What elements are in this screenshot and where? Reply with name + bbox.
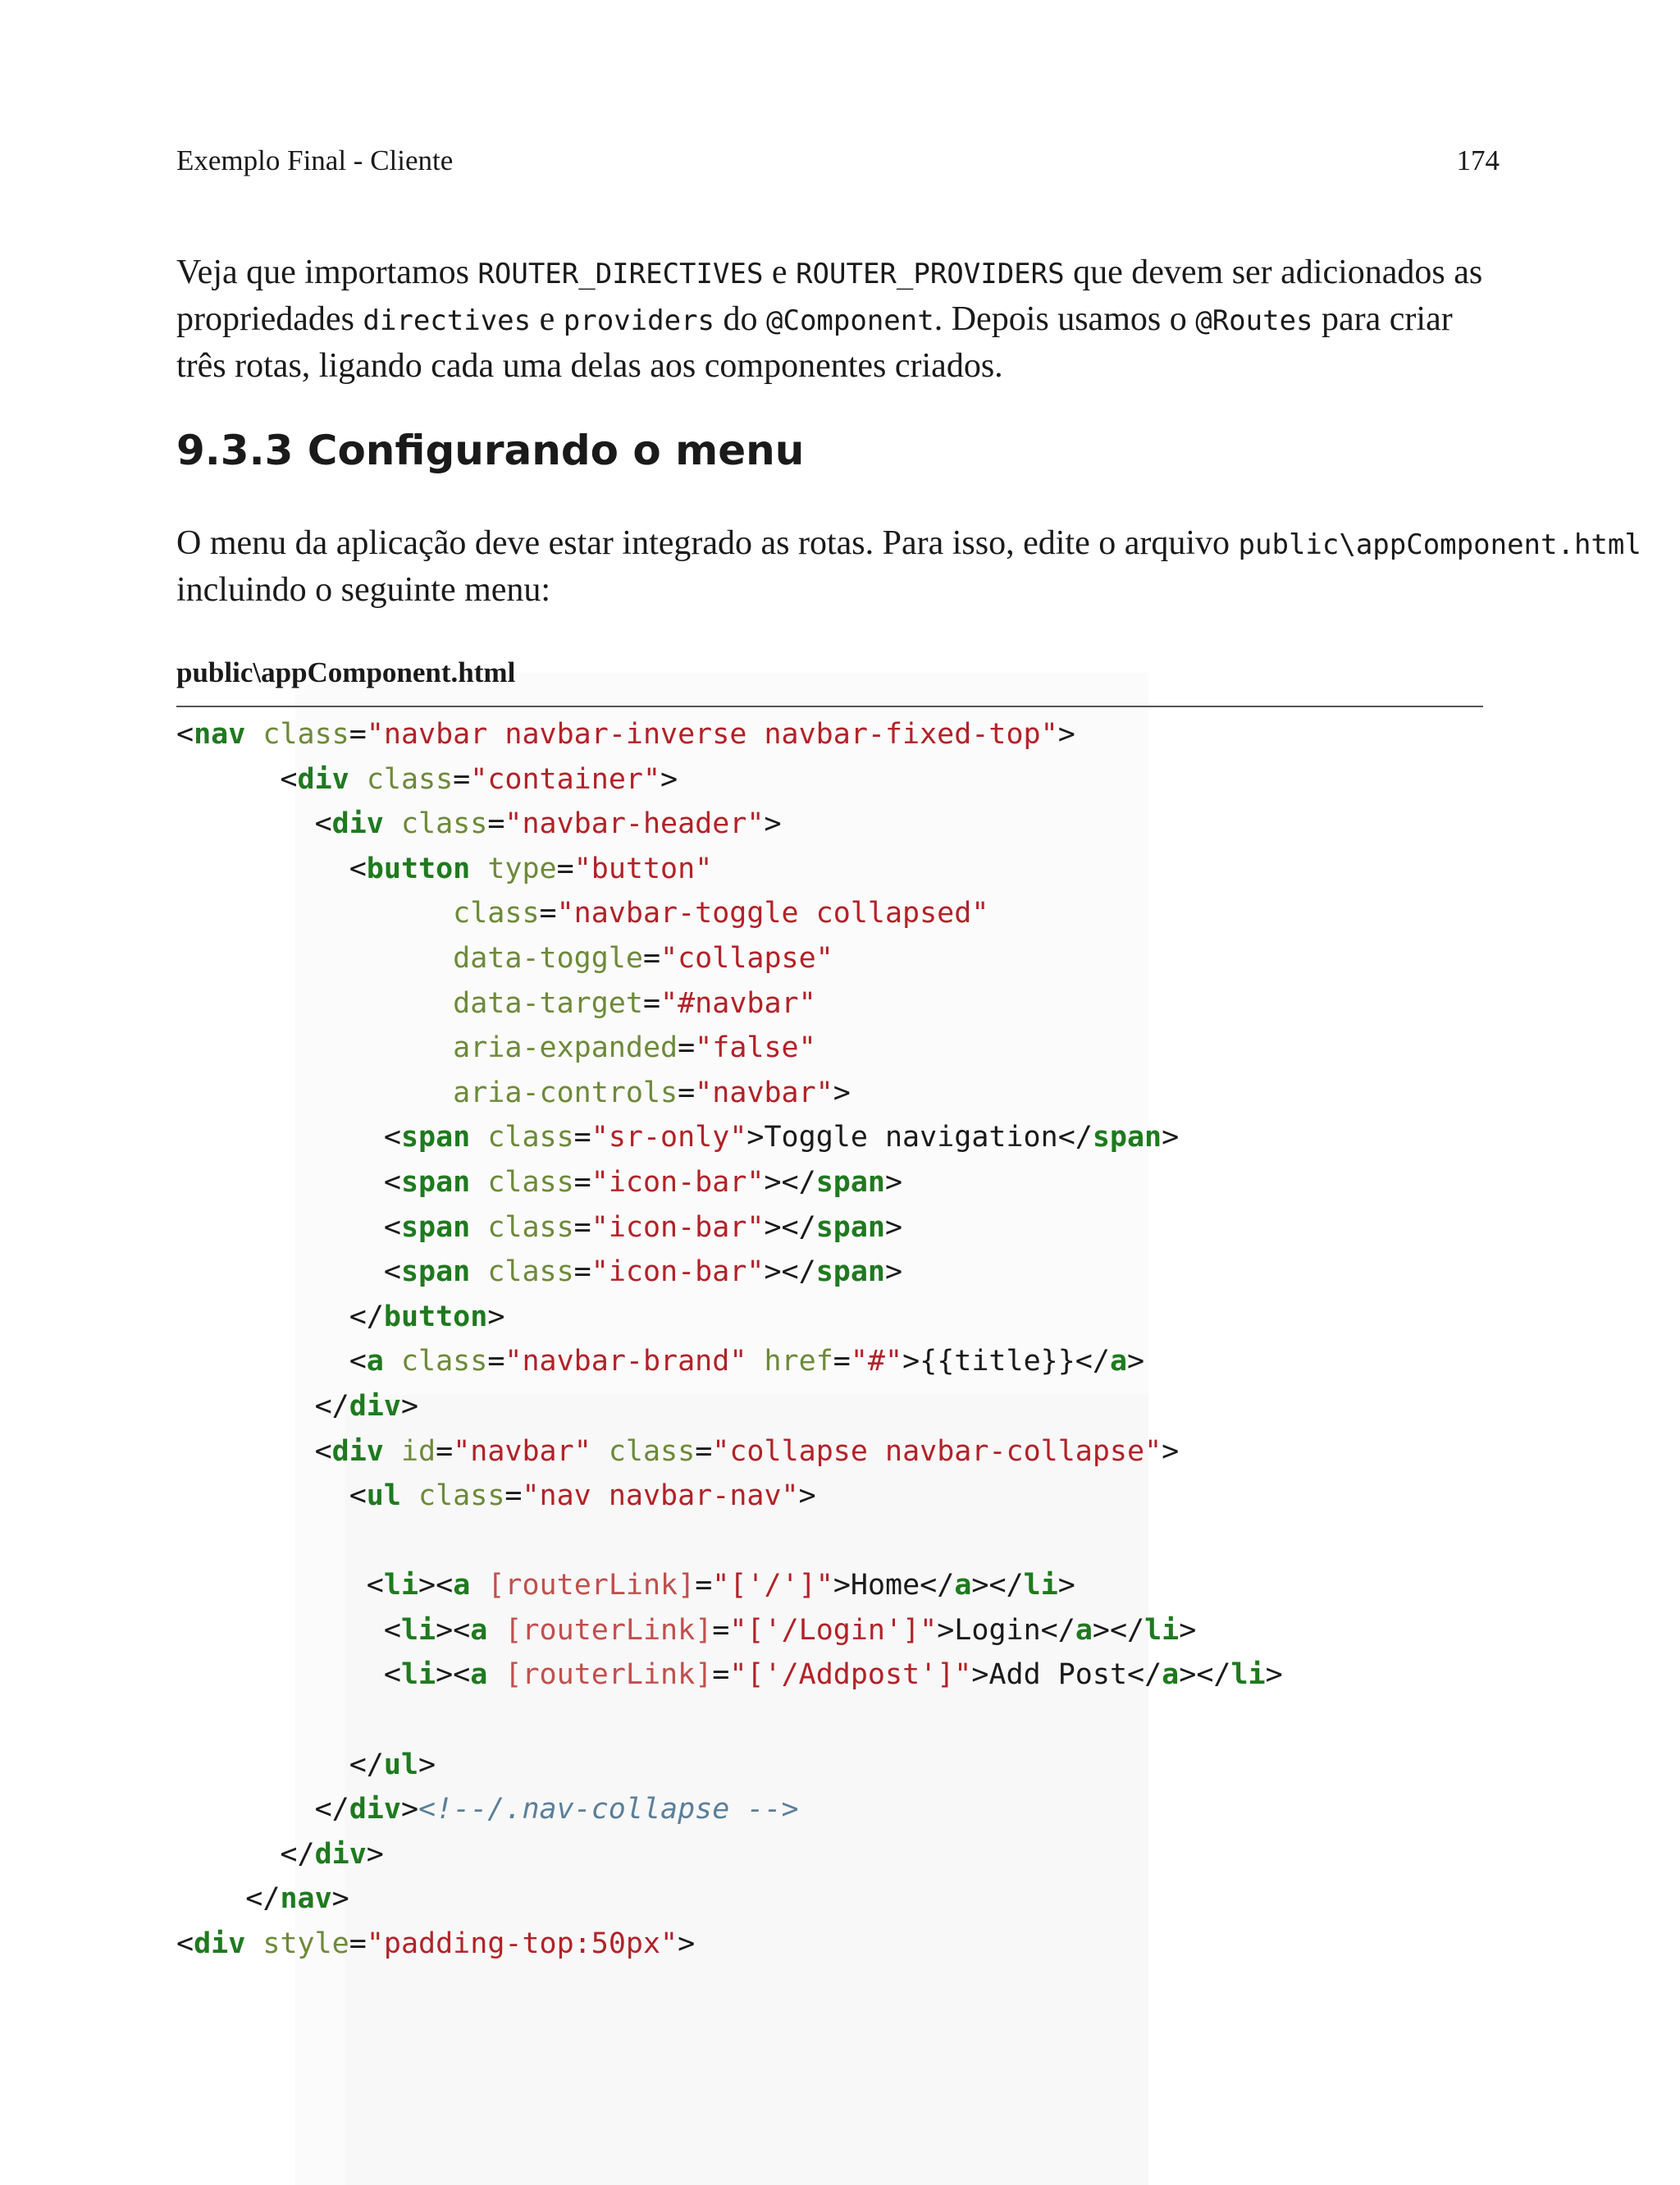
code-token: > (400, 1793, 419, 1826)
code-token: "['/Login']" (729, 1613, 938, 1647)
code-token (176, 1077, 453, 1109)
code-token: ></ (971, 1569, 1024, 1602)
code-token: = (573, 1210, 591, 1244)
text-run: para criar (1312, 300, 1453, 338)
code-token: class (262, 718, 349, 751)
code-line (176, 1339, 1283, 1384)
code-token: "#navbar" (660, 986, 816, 1020)
code-token: > (764, 807, 782, 841)
code-token: li (400, 1658, 436, 1692)
code-token: aria-expanded (453, 1031, 678, 1065)
code-line (176, 1026, 1283, 1071)
code-token: "navbar navbar-inverse navbar-fixed-top" (366, 718, 1058, 751)
code-token: div (349, 1793, 401, 1826)
code-token: = (642, 941, 661, 975)
code-line (176, 1563, 1283, 1608)
code-token: "collapse" (660, 941, 833, 975)
code-token: aria-controls (453, 1076, 678, 1109)
code-token: < (176, 1613, 401, 1647)
code-token: = (573, 1255, 591, 1289)
code-token: [routerLink] (504, 1658, 713, 1692)
code-token: = (573, 1165, 591, 1199)
code-token (176, 897, 453, 930)
code-line (176, 1295, 1283, 1340)
code-token: < (176, 1255, 401, 1289)
code-token: class (487, 1121, 574, 1154)
code-token (349, 763, 367, 796)
code-token: "padding-top:50px" (366, 1927, 678, 1961)
menu-paragraph (176, 521, 1653, 613)
code-token: span (815, 1165, 885, 1199)
code-token: > (1127, 1345, 1145, 1378)
inline-code: ROUTER_PROVIDERS (796, 258, 1065, 290)
code-line (176, 757, 1283, 802)
code-token: div (331, 807, 384, 841)
code-token: > (884, 1165, 903, 1199)
code-token: a (954, 1569, 972, 1602)
code-token (470, 1569, 487, 1602)
code-token: < (176, 1658, 401, 1692)
code-token: = (678, 1031, 696, 1065)
code-token: ></ (764, 1165, 816, 1199)
code-token: "false" (695, 1031, 816, 1065)
inline-code: ROUTER_DIRECTIVES (477, 258, 764, 290)
code-token (176, 987, 453, 1020)
code-token: > (660, 762, 678, 796)
code-token: >Add Post</ (971, 1658, 1162, 1692)
text-run: e (763, 254, 797, 291)
code-token: "navbar-toggle collapsed" (556, 897, 989, 930)
code-token: = (487, 807, 505, 841)
code-token: span (400, 1210, 471, 1244)
code-token: a (1162, 1658, 1180, 1692)
code-caption: public\appComponent.html (176, 656, 516, 688)
code-token (591, 1435, 609, 1468)
code-token: > (366, 1837, 384, 1871)
code-line (176, 1115, 1283, 1160)
inline-code: @Component (766, 304, 934, 337)
code-token: = (678, 1076, 696, 1109)
code-token: > (1162, 1121, 1180, 1154)
code-line (176, 1519, 1283, 1564)
code-token: > (833, 1076, 851, 1109)
text-run: O menu da aplicação deve estar integrado as rotas. Para isso, edite o arquivo (176, 524, 1239, 562)
code-token: "nav navbar-nav" (522, 1479, 799, 1513)
text-run: do (714, 300, 767, 338)
code-token: > (884, 1255, 903, 1289)
code-token: = (695, 1569, 713, 1602)
code-token (384, 1345, 401, 1378)
code-token (384, 807, 401, 840)
code-token: > (1162, 1434, 1180, 1468)
code-token: class (487, 1255, 574, 1289)
text-run: incluindo o seguinte menu: (176, 571, 551, 609)
code-token: < (176, 718, 194, 751)
code-token: >Toggle navigation</ (746, 1121, 1093, 1154)
code-token: li (1230, 1658, 1266, 1692)
code-token: < (176, 1434, 332, 1468)
code-token (384, 1435, 401, 1468)
text-run: propriedades (176, 300, 363, 338)
running-header-title: Exemplo Final - Cliente (176, 144, 454, 176)
code-token: button (366, 852, 471, 885)
code-line (176, 1608, 1283, 1653)
code-token: > (884, 1210, 903, 1244)
code-line (176, 1876, 1283, 1922)
code-line (176, 712, 1283, 757)
code-token: < (176, 1165, 401, 1199)
code-token: id (400, 1434, 436, 1468)
code-token: "navbar" (453, 1434, 591, 1468)
code-token: li (1023, 1569, 1058, 1602)
caption-divider (176, 706, 1483, 707)
text-run: que devem ser adicionados as (1064, 254, 1483, 291)
code-token: = (642, 986, 661, 1020)
code-token (176, 1031, 453, 1064)
code-line (176, 1743, 1283, 1788)
code-line (176, 847, 1283, 892)
code-token (470, 1121, 487, 1154)
code-token: li (383, 1569, 419, 1602)
code-token: div (194, 1927, 246, 1961)
code-token: = (712, 1613, 730, 1647)
code-token: data-target (453, 986, 643, 1020)
code-token: div (331, 1434, 384, 1468)
code-token: </ (176, 1300, 384, 1333)
section-heading: 9.3.3 Configurando o menu (176, 427, 805, 474)
code-token: "icon-bar" (591, 1165, 765, 1199)
code-token: class (418, 1479, 505, 1513)
code-line (176, 1787, 1283, 1832)
code-token: nav (280, 1882, 332, 1916)
code-token: < (176, 1927, 194, 1961)
code-token: class (487, 1165, 574, 1199)
code-token: span (400, 1255, 471, 1289)
code-token: a (470, 1613, 488, 1647)
intro-paragraph (176, 250, 1489, 389)
code-token: "navbar-header" (504, 807, 765, 841)
code-token: >Home</ (833, 1569, 955, 1602)
code-line (176, 1384, 1283, 1429)
page-number: 174 (1456, 144, 1500, 176)
inline-code-filepath: public\appComponent.html (1238, 528, 1641, 561)
code-token: </ (176, 1793, 349, 1826)
code-token: "['/']" (712, 1569, 833, 1602)
code-token: div (314, 1837, 367, 1871)
inline-code: directives (363, 304, 532, 337)
code-token: >< (436, 1658, 471, 1692)
code-token: nav (194, 718, 246, 751)
code-token: href (764, 1345, 833, 1378)
code-token: < (176, 852, 367, 885)
code-line (176, 1652, 1283, 1698)
code-token (470, 1211, 487, 1244)
code-token (746, 1345, 764, 1378)
code-token: a (470, 1658, 488, 1692)
code-token: data-toggle (453, 941, 643, 975)
code-token: "button" (573, 852, 713, 885)
code-token: = (349, 1927, 367, 1961)
code-line (176, 1698, 1283, 1743)
code-token: ul (383, 1748, 419, 1781)
code-token: ></ (1179, 1658, 1231, 1692)
code-token: > (400, 1389, 419, 1423)
code-token: > (1057, 718, 1075, 751)
code-token: > (678, 1927, 696, 1961)
code-token: li (1144, 1613, 1180, 1647)
code-token: </ (176, 1882, 281, 1916)
code-token: > (1265, 1658, 1283, 1692)
code-line (176, 981, 1283, 1026)
code-line (176, 1071, 1283, 1116)
code-token: "icon-bar" (591, 1210, 765, 1244)
code-token: span (815, 1255, 885, 1289)
code-token: = (833, 1345, 851, 1378)
code-token: li (400, 1613, 436, 1647)
code-token: a (1109, 1345, 1128, 1378)
code-token: ></ (1092, 1613, 1145, 1647)
code-token: style (262, 1927, 349, 1961)
code-token: span (400, 1165, 471, 1199)
code-token: </ (176, 1748, 384, 1781)
code-line (176, 1250, 1283, 1295)
code-token: > (487, 1300, 505, 1333)
code-token: </ (176, 1389, 349, 1423)
code-token: ul (366, 1479, 401, 1513)
code-token: <!--/.nav-collapse --> (418, 1793, 799, 1826)
code-token: span (400, 1121, 471, 1154)
code-token: < (176, 1569, 384, 1602)
code-token: > (1057, 1569, 1075, 1602)
code-line (176, 936, 1283, 981)
code-token: div (349, 1389, 401, 1423)
code-token (245, 1927, 262, 1960)
code-token: = (504, 1479, 523, 1513)
code-token: class (487, 1210, 574, 1244)
code-token: = (453, 762, 471, 796)
code-token: [routerLink] (504, 1613, 713, 1647)
code-token: class (453, 897, 540, 930)
code-line (176, 1474, 1283, 1519)
code-token: "icon-bar" (591, 1255, 765, 1289)
code-token: [routerLink] (487, 1569, 696, 1602)
code-line (176, 1429, 1283, 1474)
code-line (176, 1160, 1283, 1205)
code-token: = (487, 1345, 505, 1378)
code-token: >< (436, 1613, 471, 1647)
code-token: = (539, 897, 557, 930)
code-token: < (176, 762, 298, 796)
code-token: < (176, 807, 332, 841)
code-token: ></ (764, 1210, 816, 1244)
code-token: > (418, 1748, 436, 1781)
paragraph-line: três rotas, ligando cada uma delas aos componentes criados. (176, 347, 1003, 385)
code-token: type (487, 852, 557, 885)
paragraph-line (176, 250, 1489, 297)
code-token: >Login</ (937, 1613, 1075, 1647)
code-token (470, 853, 487, 885)
code-token: < (176, 1479, 367, 1513)
code-token: "collapse navbar-collapse" (712, 1434, 1162, 1468)
code-token: < (176, 1345, 367, 1378)
code-token (176, 942, 453, 975)
code-token: "#" (850, 1345, 903, 1378)
code-token: < (176, 1121, 401, 1154)
code-token: = (573, 1121, 591, 1154)
text-run: e (531, 300, 564, 338)
inline-code: providers (563, 304, 715, 337)
code-token: >< (418, 1569, 454, 1602)
code-line (176, 802, 1283, 847)
code-token (470, 1255, 487, 1288)
code-token: "['/Addpost']" (729, 1658, 972, 1692)
code-token: "navbar" (695, 1076, 833, 1109)
code-token (487, 1614, 504, 1647)
code-token: "container" (470, 762, 661, 796)
code-token: a (366, 1345, 384, 1378)
code-token (401, 1479, 418, 1512)
code-line (176, 891, 1283, 936)
code-token: class (400, 1345, 488, 1378)
code-token: > (1179, 1613, 1197, 1647)
code-token: > (331, 1882, 349, 1916)
code-token: class (366, 762, 454, 796)
code-token: > (798, 1479, 816, 1513)
paragraph-line (176, 297, 1489, 344)
code-token: = (695, 1434, 713, 1468)
code-token (470, 1166, 487, 1199)
code-token: class (608, 1434, 696, 1468)
code-token (487, 1658, 504, 1691)
code-token: = (556, 852, 574, 885)
code-token: span (815, 1210, 885, 1244)
text-run: . Depois usamos o (934, 300, 1196, 338)
inline-code: @Routes (1195, 304, 1313, 337)
code-token: < (176, 1210, 401, 1244)
code-line (176, 1832, 1283, 1877)
code-token: button (383, 1300, 488, 1333)
code-listing (176, 712, 1283, 1967)
code-token: = (712, 1658, 730, 1692)
code-token: = (349, 718, 367, 751)
code-line (176, 1205, 1283, 1250)
code-token: "sr-only" (591, 1121, 747, 1154)
code-token: "navbar-brand" (504, 1345, 747, 1378)
code-token: div (297, 762, 349, 796)
code-token: >{{title}}</ (902, 1345, 1110, 1378)
code-line (176, 1922, 1283, 1967)
code-token: a (1075, 1613, 1093, 1647)
code-token: = (436, 1434, 454, 1468)
code-token (245, 718, 262, 751)
code-token: span (1092, 1121, 1162, 1154)
text-run: Veja que importamos (176, 254, 478, 291)
code-token: class (400, 807, 488, 841)
code-token: ></ (764, 1255, 816, 1289)
code-token: a (453, 1569, 471, 1602)
code-token: </ (176, 1837, 315, 1871)
